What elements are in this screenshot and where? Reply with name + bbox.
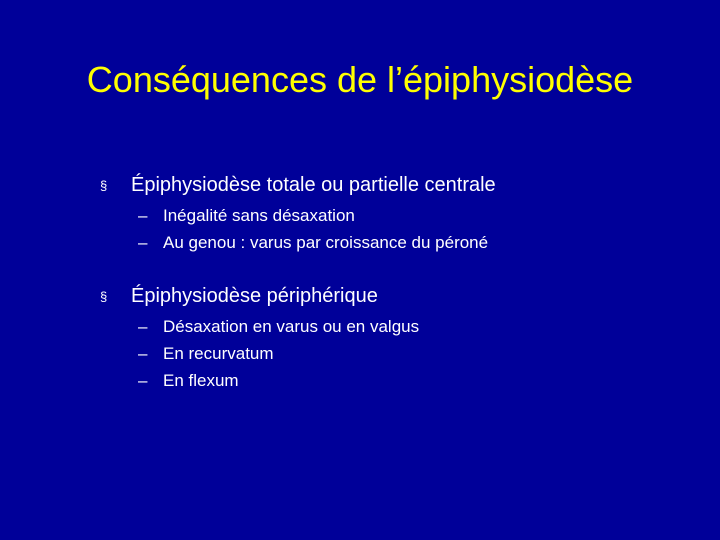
- bullet-label: Épiphysiodèse totale ou partielle centrale: [131, 174, 496, 196]
- dash-bullet-icon: –: [138, 344, 148, 363]
- bullet-section-total-central: [100, 170, 700, 256]
- sub-bullet-list: [100, 313, 700, 394]
- sub-bullet-text: En flexum: [163, 371, 239, 390]
- square-bullet-icon: §: [100, 289, 108, 304]
- sub-bullet-text: Désaxation en varus ou en valgus: [163, 317, 420, 336]
- sub-bullet-list: [100, 202, 700, 256]
- dash-bullet-icon: –: [138, 233, 148, 252]
- sub-bullet-text: Au genou : varus par croissance du péroné: [163, 233, 489, 252]
- bullet-label: Épiphysiodèse périphérique: [131, 285, 378, 307]
- dash-bullet-icon: –: [138, 371, 148, 390]
- dash-bullet-icon: –: [138, 206, 148, 225]
- bullet-item: [100, 170, 700, 200]
- dash-bullet-icon: –: [138, 317, 148, 336]
- sub-bullet-item: [100, 367, 700, 394]
- slide-title: Conséquences de l’épiphysiodèse: [86, 59, 634, 100]
- sub-bullet-item: [100, 202, 700, 229]
- sub-bullet-item: [100, 229, 700, 256]
- sub-bullet-item: [100, 313, 700, 340]
- bullet-section-peripheral: [100, 281, 700, 394]
- sub-bullet-item: [100, 340, 700, 367]
- sub-bullet-text: Inégalité sans désaxation: [163, 206, 355, 225]
- square-bullet-icon: §: [100, 178, 108, 193]
- sub-bullet-text: En recurvatum: [163, 344, 274, 363]
- bullet-item: [100, 281, 700, 311]
